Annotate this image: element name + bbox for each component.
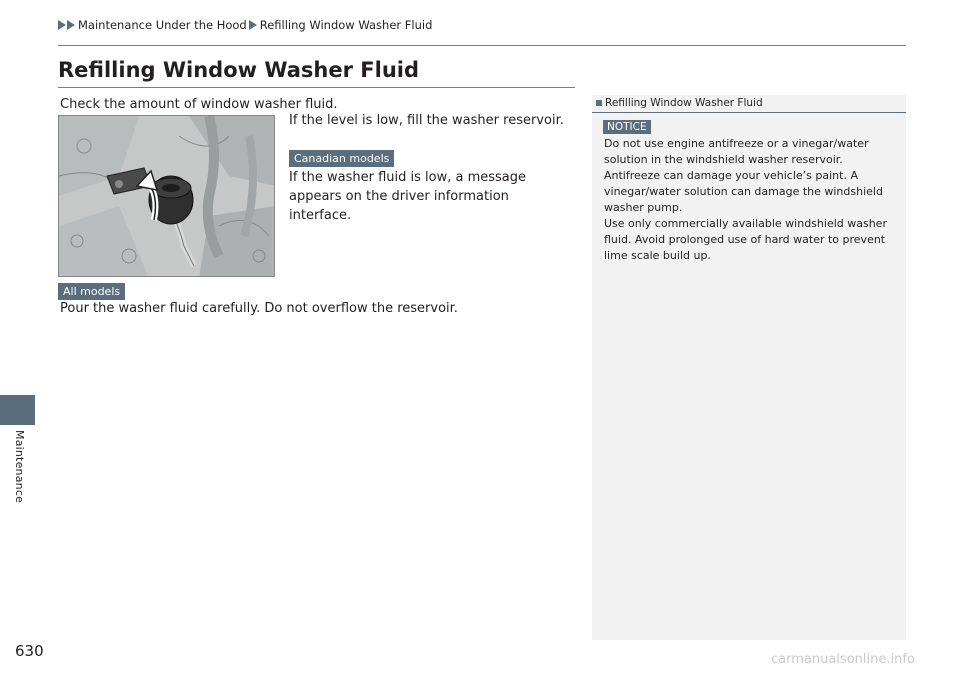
canadian-models-text: If the washer fluid is low, a message appears on the driver information interface. — [289, 170, 527, 223]
sidebar-divider — [592, 112, 906, 113]
engine-bay-drawing — [59, 116, 275, 277]
notice-line: washer pump. — [604, 201, 683, 214]
notice-line: lime scale build up. — [604, 249, 711, 262]
breadcrumb-link-refilling-washer[interactable]: Refilling Window Washer Fluid — [259, 18, 433, 32]
sidebar-heading-text: Refilling Window Washer Fluid — [605, 97, 763, 109]
sidebar-heading — [596, 97, 763, 109]
notice-line: vinegar/water solution can damage the windshield — [604, 185, 883, 198]
notice-text — [604, 136, 896, 264]
all-models-tag: All models — [58, 283, 125, 300]
title-divider — [58, 87, 575, 88]
page-number: 630 — [15, 642, 44, 660]
breadcrumb-link-maintenance-under-hood[interactable]: Maintenance Under the Hood — [78, 18, 247, 32]
footer-watermark: carmanualsonline.info — [771, 652, 915, 667]
breadcrumb — [58, 18, 432, 32]
notice-line: solution in the windshield washer reservoir. — [604, 153, 843, 166]
section-tab-label: Maintenance — [13, 430, 26, 504]
intro-text: Check the amount of window washer fluid. — [60, 97, 338, 112]
section-tab-marker — [0, 395, 35, 425]
notice-line: Do not use engine antifreeze or a vinegar/water — [604, 137, 869, 150]
breadcrumb-arrow-icon — [58, 20, 66, 30]
breadcrumb-arrow-icon — [67, 20, 75, 30]
washer-reservoir-illustration — [58, 115, 275, 277]
header-divider — [58, 45, 906, 46]
page-title: Refilling Window Washer Fluid — [58, 58, 420, 82]
level-low-text: If the level is low, fill the washer reservoir. — [289, 113, 564, 128]
notice-line: Antifreeze can damage your vehicle’s paint. A — [604, 169, 858, 182]
reference-marker-icon — [596, 100, 602, 106]
breadcrumb-arrow-icon — [249, 20, 257, 30]
canadian-models-tag: Canadian models — [289, 150, 394, 167]
notice-line: Use only commercially available windshield washer — [604, 217, 887, 230]
pour-instruction-text: Pour the washer fluid carefully. Do not overflow the reservoir. — [60, 301, 458, 316]
notice-badge: NOTICE — [603, 120, 651, 134]
notice-line: fluid. Avoid prolonged use of hard water to prevent — [604, 233, 886, 246]
